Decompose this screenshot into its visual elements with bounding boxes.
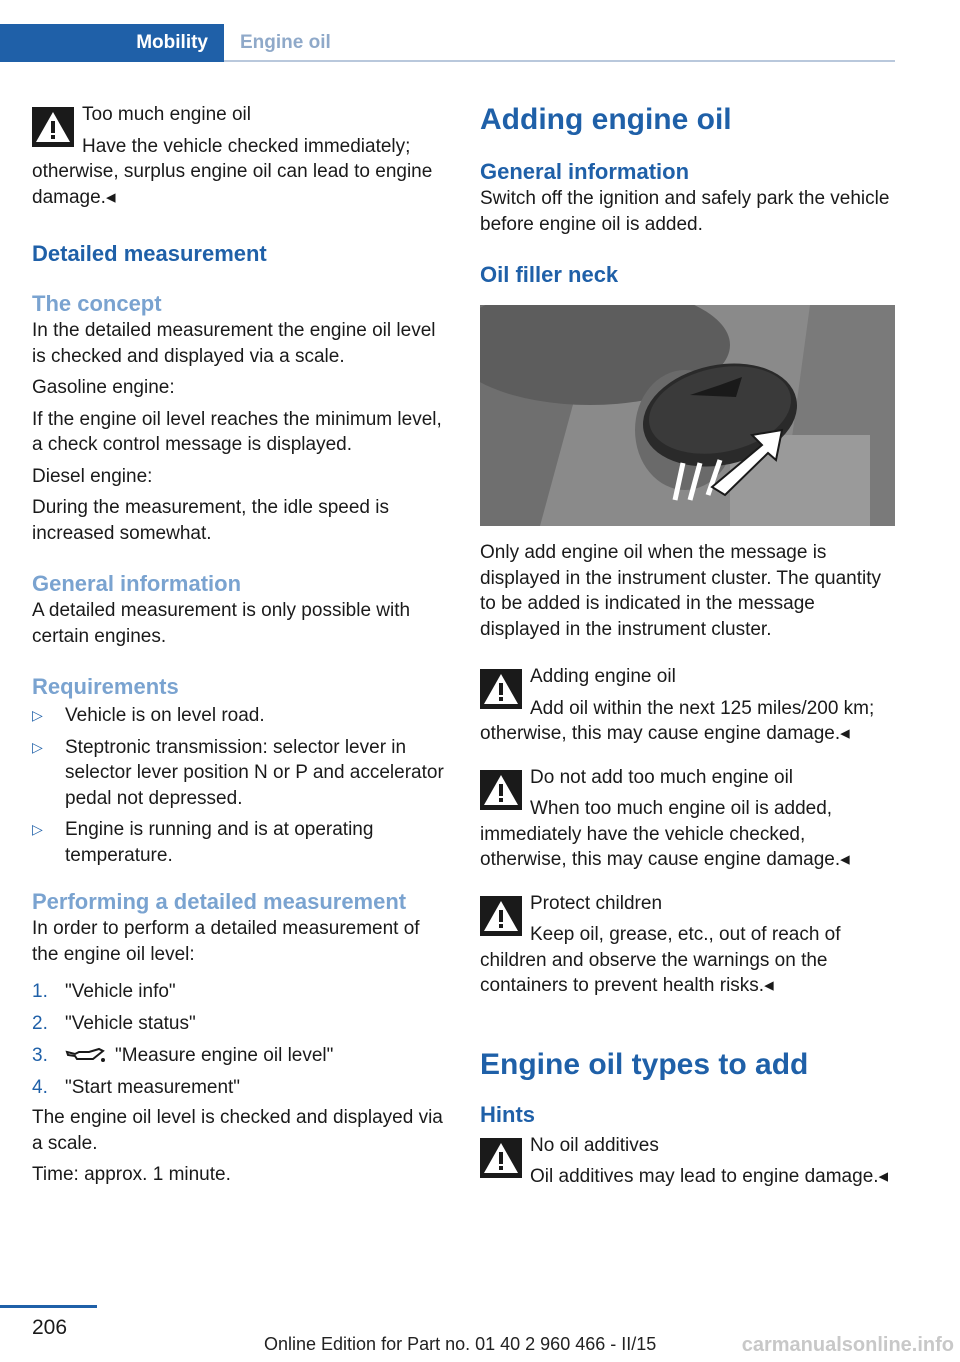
- heading-oil-filler-neck: Oil filler neck: [480, 262, 619, 287]
- general-information-right-paragraph: Switch off the ignition and safely park the vehicle before engine oil is added.: [480, 188, 890, 235]
- list-item: ▷ Steptronic transmission: selector lever in selector lever position N or P and accelerator pedal not depressed.: [32, 736, 444, 809]
- warning-body: Keep oil, grease, etc., out of reach of children and observe the warnings on the containers to prevent health risks.◂: [480, 924, 841, 996]
- right-column: [480, 100, 895, 1190]
- list-item: 4. "Start measurement": [32, 1077, 241, 1098]
- warning-body: When too much engine oil is added, immediately have the vehicle checked, otherwise, this may cause engine damage.◂: [480, 798, 850, 870]
- concept-paragraph-1: In the detailed measurement the engine oil level is checked and displayed via a scale.: [32, 320, 436, 367]
- warning-triangle-icon: [32, 107, 74, 147]
- concept-paragraph-2: Gasoline engine:: [32, 377, 175, 398]
- edition-text: Online Edition for Part no. 01 40 2 960 466 - II/15: [264, 1334, 657, 1354]
- watermark: carmanualsonline.info: [741, 1334, 954, 1356]
- heading-performing-measurement: Performing a detailed measurement: [32, 889, 407, 914]
- concept-paragraph-3: If the engine oil level reaches the minimum level, a check control message is displayed.: [32, 408, 442, 455]
- warning-title: No oil additives: [530, 1134, 659, 1156]
- triangle-bullet-icon: ▷: [32, 821, 43, 837]
- list-item: 3. "Measure engine oil level": [32, 1045, 334, 1066]
- list-item: 1. "Vehicle info": [32, 981, 176, 1002]
- warning-title: Too much engine oil: [82, 104, 251, 125]
- heading-general-information: General information: [32, 571, 242, 596]
- heading-engine-oil-types: Engine oil types to add: [480, 1047, 809, 1081]
- list-item: 2. "Vehicle status": [32, 1013, 196, 1034]
- heading-general-information-right: General information: [480, 159, 690, 184]
- warning-triangle-icon: [480, 669, 522, 709]
- performing-paragraph: In order to perform a detailed measurement of the engine oil level:: [32, 918, 420, 965]
- header-section-tab: [0, 24, 224, 62]
- footer-accent-line: [0, 1305, 97, 1308]
- warning-body: Add oil within the next 125 miles/200 km; otherwise, this may cause engine damage.◂: [480, 697, 875, 744]
- warning-body: Oil additives may lead to engine damage.◂: [530, 1166, 889, 1187]
- oil-can-icon: [65, 1047, 107, 1065]
- only-add-paragraph: Only add engine oil when the message is displayed in the instrument cluster. The quantity to be added is indicated in the message displayed in the instrument cluster.: [480, 542, 881, 640]
- concept-paragraph-4: Diesel engine:: [32, 465, 153, 487]
- triangle-bullet-icon: ▷: [32, 738, 43, 755]
- left-column: [32, 100, 447, 1188]
- header-topic-label: Engine oil: [240, 32, 331, 53]
- steps-list: [32, 979, 447, 1101]
- warning-adding-oil: [480, 664, 895, 747]
- heading-the-concept: The concept: [32, 291, 162, 316]
- concept-paragraph-5: During the measurement, the idle speed is increased somewhat.: [32, 497, 389, 544]
- warning-title: Protect children: [530, 892, 663, 914]
- page-number: 206: [32, 1316, 68, 1339]
- triangle-bullet-icon: ▷: [32, 707, 43, 723]
- warning-too-much-oil-right: [480, 765, 895, 873]
- header-topic-tab: [224, 24, 895, 62]
- oil-filler-neck-photo: [480, 305, 895, 526]
- after-steps-paragraph-1: The engine oil level is checked and displayed via a scale.: [32, 1107, 443, 1154]
- heading-detailed-measurement: Detailed measurement: [32, 241, 267, 266]
- after-steps-paragraph-2: Time: approx. 1 minute.: [32, 1164, 231, 1185]
- warning-title: Do not add too much engine oil: [530, 766, 794, 788]
- warning-triangle-icon: [480, 896, 522, 936]
- warning-too-much-oil: [32, 102, 447, 210]
- warning-no-additives: [480, 1133, 895, 1190]
- heading-hints: Hints: [480, 1101, 535, 1127]
- heading-requirements: Requirements: [32, 674, 179, 699]
- page-header: [0, 24, 895, 62]
- list-item: ▷ Engine is running and is at operating temperature.: [32, 819, 374, 866]
- warning-protect-children: [480, 891, 895, 999]
- warning-body: Have the vehicle checked immediately; otherwise, surplus engine oil can lead to engine damage.◂: [32, 135, 433, 208]
- warning-triangle-icon: [480, 1138, 522, 1178]
- header-section-label: Mobility: [136, 32, 208, 53]
- warning-title: Adding engine oil: [530, 666, 676, 687]
- general-information-paragraph: A detailed measurement is only possible with certain engines.: [32, 600, 411, 647]
- list-item: ▷ Vehicle is on level road.: [32, 703, 447, 729]
- requirements-list: [32, 703, 447, 868]
- warning-triangle-icon: [480, 770, 522, 810]
- heading-adding-engine-oil: Adding engine oil: [480, 103, 732, 136]
